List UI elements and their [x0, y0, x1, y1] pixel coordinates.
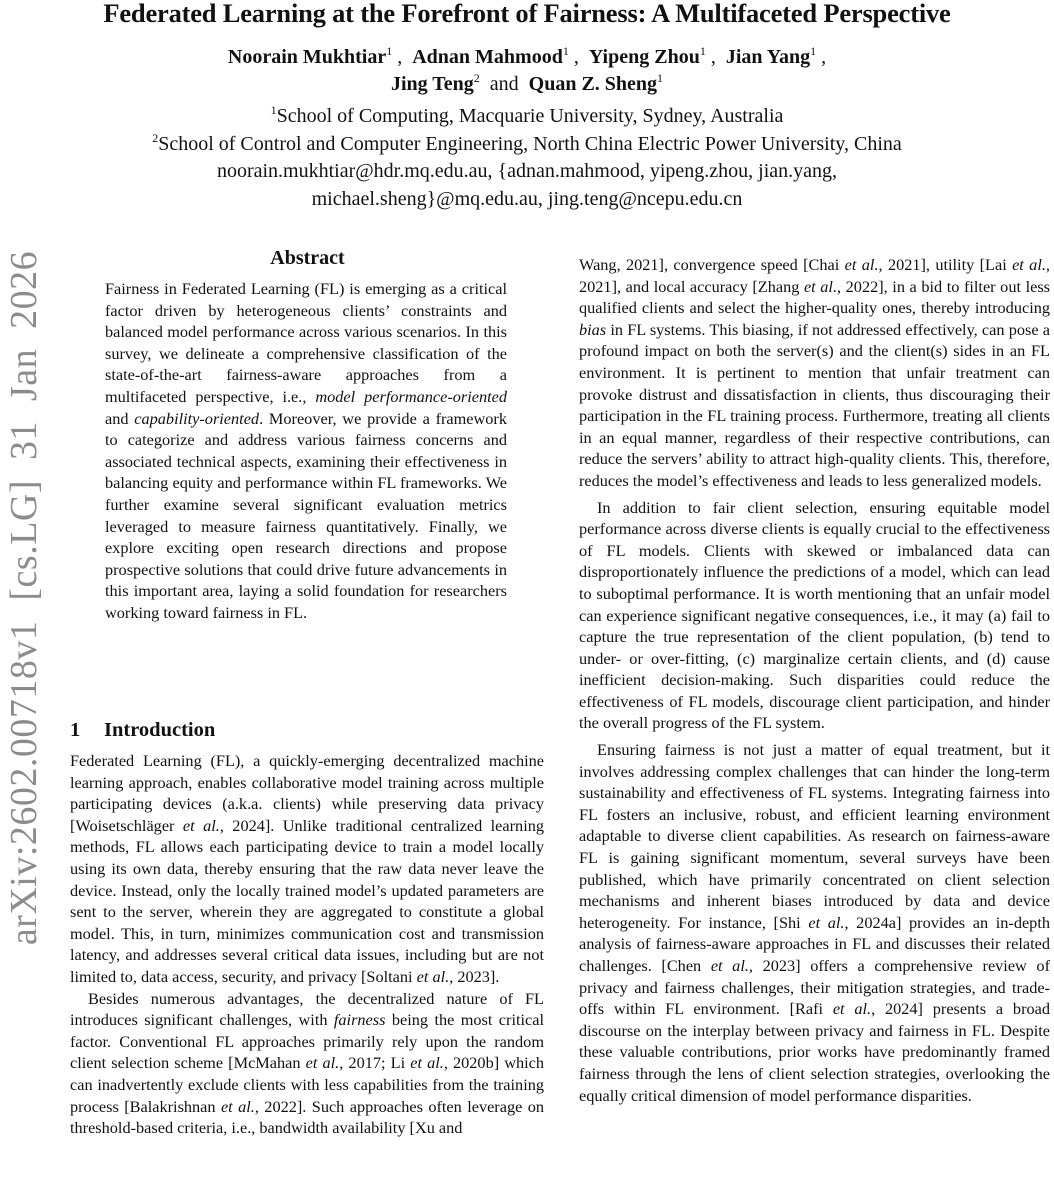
author-name: Jian Yang	[725, 46, 811, 68]
paragraph: Besides numerous advantages, the decentralized nature of FL introduces significant challenges, with fairness being the most critical factor. Conventional FL approaches primarily rely upon the random client selection scheme [McMahan et al., 2017; Li et al., 2020b] which can inadvertently exclude clients with less capabilities from the training process [Balakrishnan et al., 2022]. Such approaches often leverage on threshold-based criteria, i.e., bandwidth availability [Xu and	[70, 988, 545, 1138]
author-line-1: Noorain Mukhtiar$^1$ , Adnan Mahmood$^1$ , Yipeng Zhou$^1$ , Jian Yang$^1$ ,	[227, 44, 827, 68]
affiliation-mark: 1	[562, 44, 569, 58]
abstract-paragraph: Fairness in Federated Learning (FL) is emerging as a critical factor driven by heterogeneous clients’ constraints and balanced model performance across various scenarios. In this survey, we delineate a comprehensive classification of the state-of-the-art fairness-aware approaches from a multifaceted perspective, i.e., model performance-oriented and capability-oriented. Moreover, we provide a framework to categorize and address various fairness concerns and associated technical aspects, examining their effectiveness in balancing equity and performance within FL frameworks. We further examine several significant evaluation metrics leveraged to measure fairness quantitatively. Finally, we explore exciting open research directions and propose prospective solutions that could drive future advancements in this important area, laying a solid foundation for researchers working toward fairness in FL.	[105, 279, 508, 622]
arxiv-identifier: arXiv:2602.00718v1 [cs.LG] 31 Jan 2026	[3, 250, 45, 946]
paragraph: In addition to fair client selection, ensuring equitable model performance across diverse clients is equally crucial to the effectiveness of FL models. Clients with skewed or imbalanced data can disproportionately influence the predictions of a model, which can lead to suboptimal performance. It is worth mentioning that an unfair model can experience significant negative consequences, i.e., it may (a) fail to capture the true representation of the client population, (b) tend to under- or over-fitting, (c) marginalize certain clients, and (d) cause inefficient decision-making. Such disparities could reduce the effectiveness of FL models, discourage client participation, and hinder the overall progress of the FL system.	[579, 497, 1050, 733]
paragraph: Wang, 2021], convergence speed [Chai et al., 2021], utility [Lai et al., 2021], and local accuracy [Zhang et al., 2022], in a bid to filter out less qualified clients and select the higher-quality ones, thereby introducing bias in FL systems. This biasing, if not addressed effectively, can pose a profound impact on both the server(s) and the client(s) sides in an FL environment. It is pertinent to mention that unfair treatment can provoke distrust and dissatisfaction in clients, thus discouraging their participation in the FL training process. Furthermore, treating all clients in an equal manner, regardless of their respective contributions, can reduce the servers’ ability to attract high-quality clients. This, therefore, reduces the model’s effectiveness and leads to less generalized models.	[579, 255, 1050, 490]
abstract-body	[105, 278, 507, 624]
affiliation-mark: 1	[386, 44, 393, 58]
affiliation-2	[0, 131, 1054, 159]
author-list	[0, 44, 1054, 98]
author-name: Adnan Mahmood	[412, 46, 563, 68]
affiliation-mark: 1	[699, 44, 706, 58]
left-column-body	[70, 750, 544, 1139]
email-line-2: michael.sheng}@mq.edu.au, jing.teng@ncepu.edu.cn	[311, 187, 743, 210]
right-column-body	[579, 254, 1050, 1106]
paper-title: Federated Learning at the Forefront of Fairness: A Multifaceted Perspective	[103, 0, 951, 28]
and-connector: and	[489, 73, 519, 95]
affiliation-mark: 1	[810, 44, 817, 58]
author-name: Noorain Mukhtiar	[227, 46, 387, 68]
paragraph: Ensuring fairness is not just a matter of equal treatment, but it involves addressing complex challenges that can hinder the long-term sustainability and effectiveness of FL systems. Integrating fairness into FL fosters an inclusive, robust, and efficient learning environment adaptable to diverse client capabilities. As research on fairness-aware FL is gaining significant momentum, several surveys have been published, which have primarily concentrated on client selection mechanisms and inherent biases introduced by data and device heterogeneity. For instance, [Shi et al., 2024a] provides an in-depth analysis of fairness-aware approaches in FL and discusses their related challenges. [Chen et al., 2023] offers a comprehensive review of privacy and fairness challenges, their mitigation strategies, and trade-offs within FL environment. [Rafi et al., 2024] presents a broad discourse on the interplay between privacy and fairness in FL. Despite these valuable contributions, prior works have predominantly framed fairness through the lens of client selection strategies, overlooking the equally critical dimension of model performance disparities.	[579, 740, 1050, 1105]
abstract-heading: Abstract	[270, 247, 345, 269]
section-heading-introduction	[70, 717, 215, 743]
affiliation-mark: 2	[152, 130, 159, 145]
author-name: Quan Z. Sheng	[528, 73, 658, 95]
affiliation-mark: 2	[473, 71, 480, 85]
author-name: Yipeng Zhou	[588, 46, 700, 68]
affiliation-text: School of Control and Computer Engineering, North China Electric Power University, China	[158, 132, 902, 155]
affiliation-mark: 1	[657, 71, 664, 85]
affiliation-text: School of Computing, Macquarie University, Sydney, Australia	[276, 105, 784, 127]
section-title: Introduction	[104, 719, 216, 741]
paragraph: Federated Learning (FL), a quickly-emerging decentralized machine learning approach, enables collaborative model training across multiple participating devices (a.k.a. clients) while preserving data privacy [Woisetschläger et al., 2024]. Unlike traditional centralized learning methods, FL allows each participating device to train a model locally using its own data, thereby ensuring that the raw data never leave the device. Instead, only the locally trained model’s updated parameters are sent to the server, wherein they are aggregated to constitute a global model. This, in turn, minimizes communication cost and transmission latency, and addresses several critical data issues, including but are not limited to, data access, security, and privacy [Soltani et al., 2023].	[70, 751, 545, 986]
email-line-1: noorain.mukhtiar@hdr.mq.edu.au, {adnan.mahmood, yipeng.zhou, jian.yang,	[216, 160, 838, 182]
affiliation-1	[0, 103, 1054, 131]
section-number: 1	[70, 719, 81, 741]
affiliation-mark: 1	[270, 103, 277, 117]
author-name: Jing Teng	[390, 73, 474, 95]
author-line-2	[0, 71, 1054, 98]
affiliations	[0, 103, 1054, 213]
